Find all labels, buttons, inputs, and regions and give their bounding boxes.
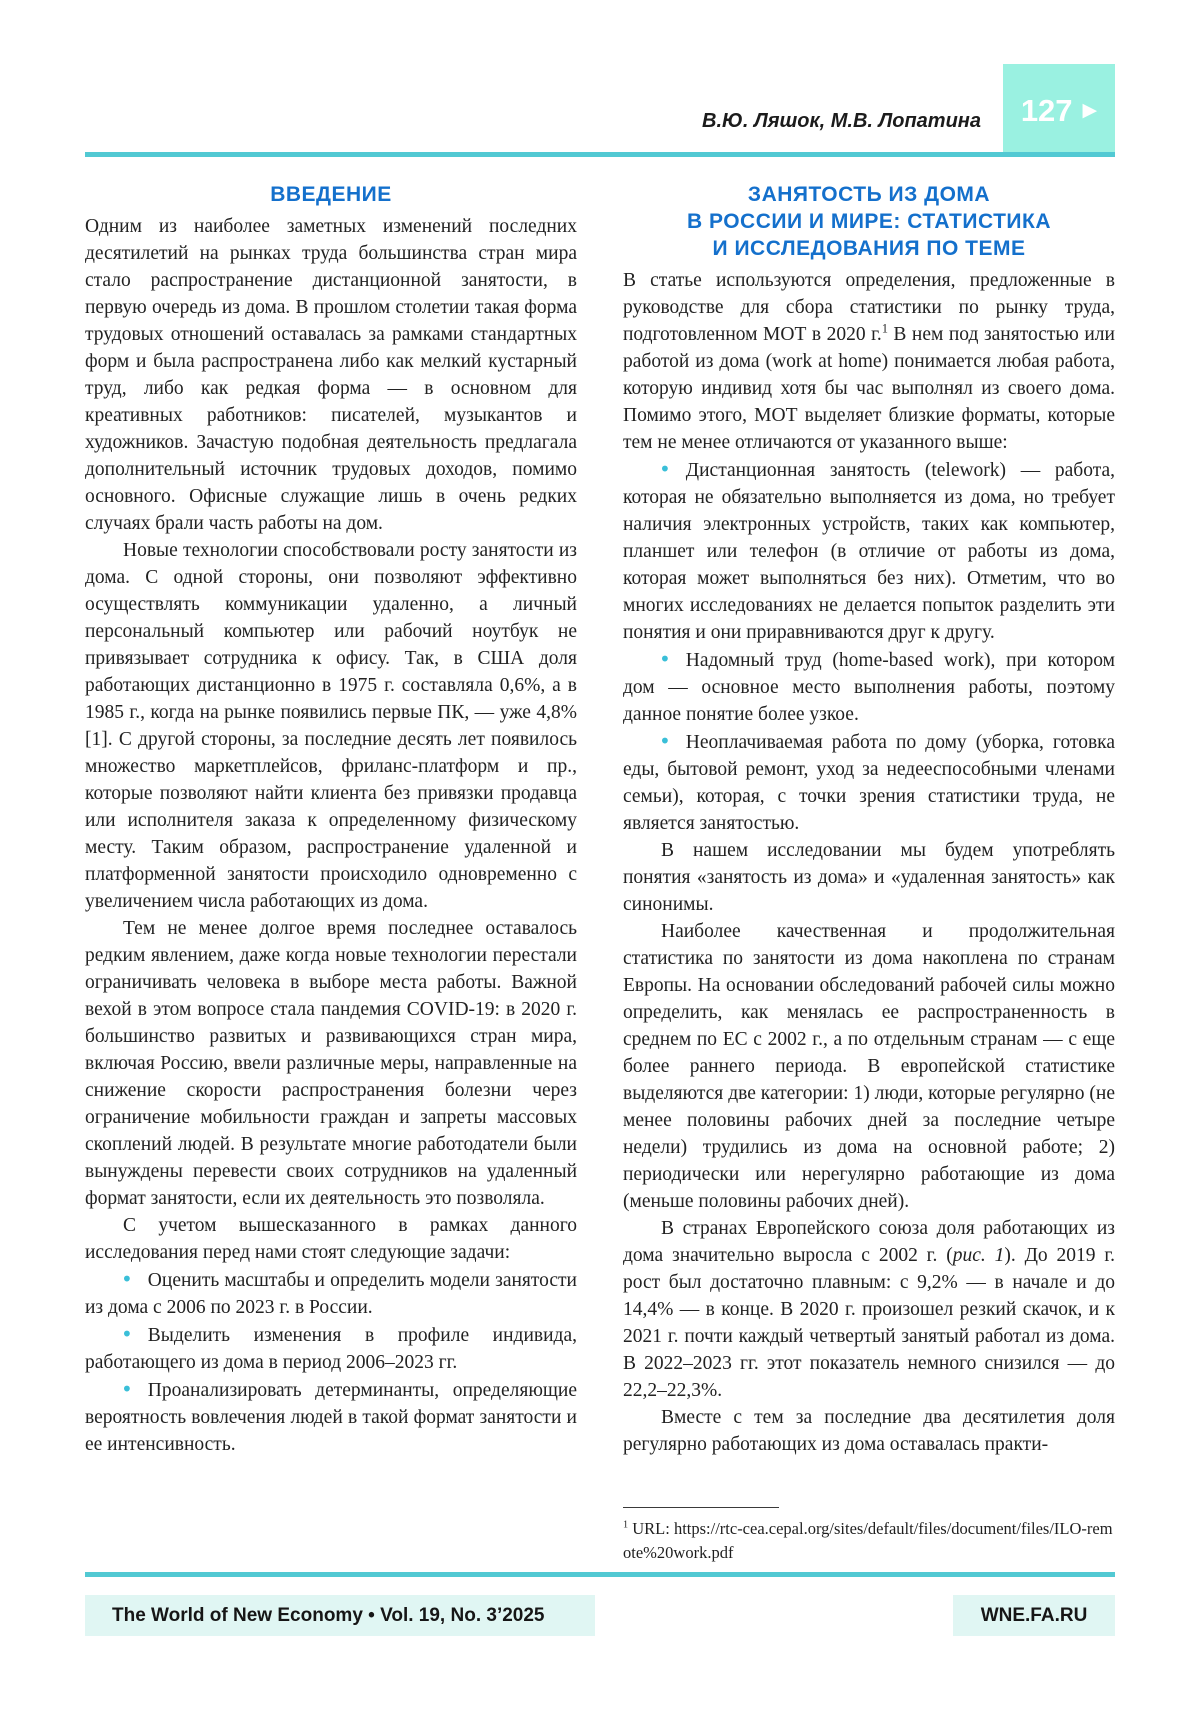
paragraph-text: В нем под занятостью или работой из дома (work at home) понимается любая работа, которую индивид хотя бы час выполнял из своего дома. Помимо этого, МОТ выделяет близкие форматы, которые тем не менее отличаются от указанного выше: xyxy=(623,324,1115,453)
footnote-url[interactable]: URL: https://rtc-cea.cepal.org/sites/default/files/document/files/ILO-remote%20work.pdf xyxy=(623,1519,1113,1562)
paragraph-text: ). До 2019 г. рост был достаточно плавным: с 9,2% — в начале и до 14,4% — в конце. В 2020 г. произошел резкий скачок, и к 2021 г. почти каждый четвертый занятый работал из дома. В 2022–2023 гг. этот показатель немного снизился — до 22,2–22,3%. xyxy=(623,1245,1116,1401)
bullet-icon: • xyxy=(121,1322,133,1346)
definition-item xyxy=(623,456,1115,646)
intro-heading: ВВЕДЕНИЕ xyxy=(270,183,392,206)
section-heading-line: В РОССИИ И МИРЕ: СТАТИСТИКА xyxy=(686,210,1051,233)
intro-task-item xyxy=(85,1376,577,1458)
section-paragraph-4 xyxy=(623,1215,1115,1404)
paragraph-text: В странах Европейского союза доля работающих из дома значительно выросла с 2002 г. ( xyxy=(623,1218,1115,1266)
intro-task-text: Проанализировать детерминанты, определяющие вероятность вовлечения людей в такой формат занятости и ее интенсивность. xyxy=(85,1380,577,1455)
page-number: 127 xyxy=(1020,92,1073,128)
authors-line: В.Ю. Ляшок, М.В. Лопатина xyxy=(702,110,981,132)
section-paragraph-3: Наиболее качественная и продолжительная статистика по занятости из дома накоплена по странам Европы. На основании обследований рабочей силы можно определить, как менялась ее распространенность в среднем по ЕС с 2002 г., а по отдельным странам — с еще более раннего периода. В европейской статистике выделяются две категории: 1) люди, которые регулярно (не менее половины рабочих дней за последние четыре недели) трудились из дома на основной работе; 2) периодически или нерегулярно работающие из дома (меньше половины рабочих дней). xyxy=(623,921,1115,1212)
bullet-icon: • xyxy=(121,1377,133,1401)
definition-item xyxy=(623,728,1115,837)
footnote-text xyxy=(623,1517,1115,1565)
definition-item xyxy=(623,646,1115,728)
forward-arrow-icon: ▶ xyxy=(1082,100,1098,121)
figure-reference: рис. 1 xyxy=(952,1245,1005,1266)
definition-text: Дистанционная занятость (telework) — работа, которая не обязательно выполняется из дома, но требует наличия электронных устройств, таких как компьютер, планшет или телефон (в отличие от работы из дома, которая может выполняться без них). Отметим, что во многих исследованиях не делается попыток разделить эти понятия и они приравниваются друг к другу. xyxy=(623,460,1115,643)
footnote-reference: 1 xyxy=(881,321,888,336)
bullet-icon: • xyxy=(659,647,671,671)
intro-paragraph-2: Новые технологии способствовали росту занятости из дома. С одной стороны, они позволяют эффективно осуществлять коммуникации удаленно, а личный персональный компьютер или рабочий ноутбук не привязывает сотрудника к офису. Так, в США доля работающих дистанционно в 1975 г. составляла 0,6%, а в 1985 г., когда на рынке появились первые ПК, — уже 4,8% [1]. С другой стороны, за последние десять лет появилось множество маркетплейсов, фриланс-платформ и пр., которые позволяют найти клиента без привязки продавца или исполнителя заказа к определенному физическому месту. Таким образом, распространение удаленной и платформенной занятости происходило одновременно с увеличением числа работающих из дома. xyxy=(85,540,577,912)
intro-paragraph-3: Тем не менее долгое время последнее оставалось редким явлением, даже когда новые технологии перестали ограничивать человека в выборе места работы. Важной вехой в этом вопросе стала пандемия COVID-19: в 2020 г. большинство развитых и развивающихся стран мира, включая Россию, ввели различные меры, направленные на снижение скорости распространения болезни через ограничение мобильности граждан и запреты массовых скоплений людей. В результате многие работодатели были вынуждены перевести своих сотрудников на удаленный формат занятости, если их деятельность это позволяла. xyxy=(85,918,577,1209)
left-column xyxy=(85,181,577,1565)
intro-paragraph-1: Одним из наиболее заметных изменений последних десятилетий на рынках труда большинства стран мира стало распространение дистанционной занятости, в первую очередь из дома. В прошлом столетии такая форма трудовых отношений оставалась за рамками стандартных форм и была распространена либо как мелкий кустарный труд, либо как редкая форма — в основном для креативных работников: писателей, музыкантов и художников. Зачастую подобная деятельность предлагала дополнительный источник трудовых доходов, помимо основного. Офисные служащие лишь в очень редких случаях брали часть работы на дом. xyxy=(85,216,577,534)
intro-paragraph-4: С учетом вышесказанного в рамках данного исследования перед нами стоят следующие задачи: xyxy=(85,1215,577,1263)
journal-footer: The World of New Economy • Vol. 19, No. 3’2025 xyxy=(85,1595,595,1636)
section-heading xyxy=(623,181,1115,262)
section-heading-line: И ИССЛЕДОВАНИЯ ПО ТЕМЕ xyxy=(712,237,1026,260)
footnote-block xyxy=(623,1507,1115,1565)
section-paragraph-1 xyxy=(623,267,1115,456)
intro-task-text: Оценить масштабы и определить модели занятости из дома с 2006 по 2023 г. в России. xyxy=(85,1270,577,1318)
definition-text: Неоплачиваемая работа по дому (уборка, готовка еды, бытовой ремонт, уход за недееспособными членами семьи), которая, с точки зрения статистики труда, не является занятостью. xyxy=(623,732,1115,834)
bullet-icon: • xyxy=(659,729,671,753)
footnote-divider xyxy=(623,1507,779,1508)
right-column xyxy=(623,181,1115,1565)
section-heading-line: ЗАНЯТОСТЬ ИЗ ДОМА xyxy=(747,183,991,206)
section-paragraph-5: Вместе с тем за последние два десятилетия доля регулярно работающих из дома оставалась практи- xyxy=(623,1407,1115,1455)
footer-divider xyxy=(85,1572,1115,1577)
page-number-badge xyxy=(1003,64,1115,157)
header-divider xyxy=(85,152,1115,157)
two-column-content xyxy=(85,181,1115,1565)
site-footer: WNE.FA.RU xyxy=(953,1595,1115,1636)
bullet-icon: • xyxy=(121,1267,133,1291)
definition-text: Надомный труд (home-based work), при котором дом — основное место выполнения работы, поэтому данное понятие более узкое. xyxy=(623,650,1115,725)
paragraph-text: В статье используются определения, предложенные в руководстве для сбора статистики по рынку труда, подготовленном МОТ в 2020 г. xyxy=(623,270,1115,345)
footnote-marker: 1 xyxy=(623,1519,629,1531)
intro-task-item xyxy=(85,1321,577,1376)
intro-task-text: Выделить изменения в профиле индивида, работающего из дома в период 2006–2023 гг. xyxy=(85,1325,577,1373)
section-paragraph-2: В нашем исследовании мы будем употреблять понятия «занятость из дома» и «удаленная занятость» как синонимы. xyxy=(623,840,1115,915)
bullet-icon: • xyxy=(659,457,671,481)
intro-task-item xyxy=(85,1266,577,1321)
